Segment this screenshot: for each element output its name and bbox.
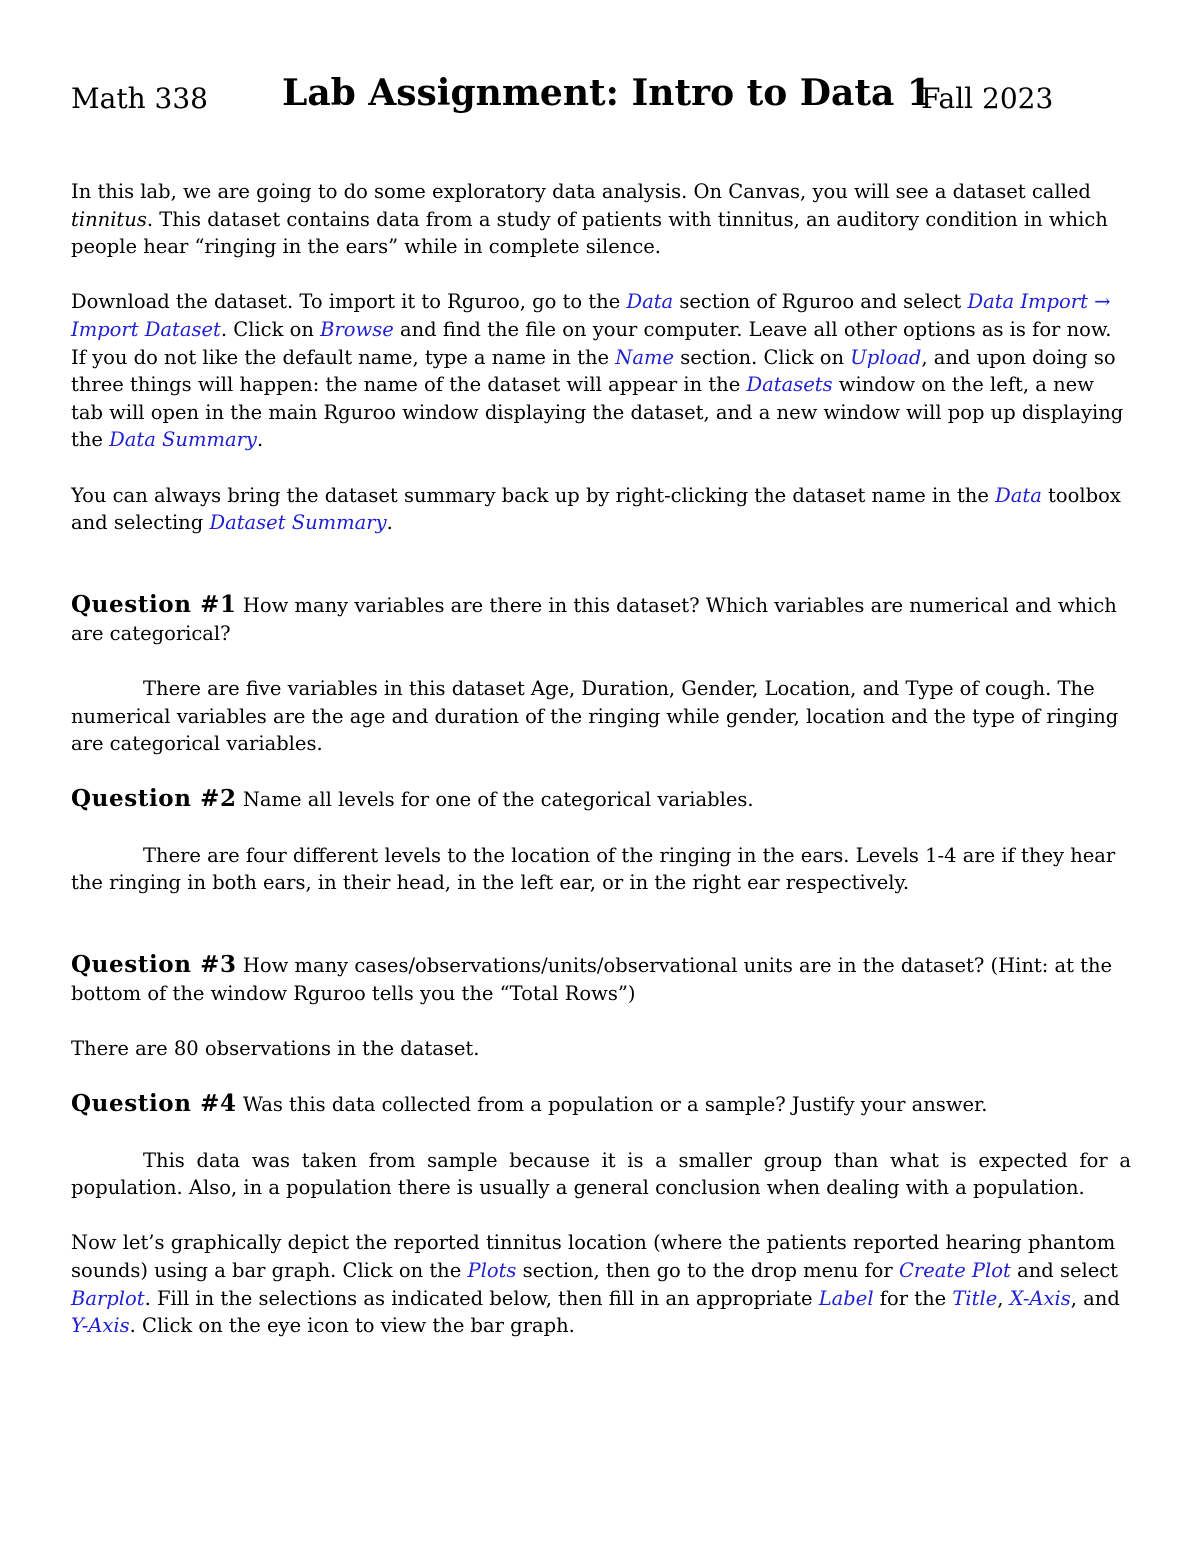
question-2: [71, 785, 1131, 814]
create-plot-ref: Create Plot: [898, 1258, 1011, 1282]
instruction-text: .: [256, 428, 264, 452]
label-ref: Label: [818, 1286, 874, 1310]
instruction-text: section, then go to the drop menu for: [516, 1258, 899, 1282]
spacer: [71, 564, 1131, 591]
question-label: Question #1: [71, 591, 237, 619]
question-text: Name all levels for one of the categorical variables.: [236, 788, 754, 812]
datasets-ref: Datasets: [746, 373, 833, 397]
data-section-ref: Data: [626, 290, 674, 314]
question-1: [71, 591, 1131, 647]
instruction-text: ,: [997, 1286, 1010, 1310]
instruction-text: , and upon doing so three things will happen: the name of the dataset will appear in the: [71, 345, 1116, 397]
question-label: Question #4: [71, 1090, 237, 1118]
intro-text: . This dataset contains data from a study of patients with tinnitus, an auditory condition in which people hear “ringing in the ears” while in complete silence.: [71, 207, 1108, 259]
question-text: Was this data collected from a population or a sample? Justify your answer.: [236, 1093, 988, 1117]
name-ref: Name: [615, 345, 675, 369]
browse-ref: Browse: [320, 317, 394, 341]
dataset-name: tinnitus: [71, 207, 147, 231]
instruction-text: and find the file on your computer. Leave all other options as is for now. If you do not like the default name, type a name in the: [71, 317, 1112, 369]
x-axis-ref: X-Axis: [1009, 1286, 1071, 1310]
answer-3: There are 80 observations in the dataset.: [71, 1037, 480, 1061]
instruction-text: for the: [873, 1286, 953, 1310]
instruction-text: . Click on the eye icon to view the bar graph.: [129, 1314, 575, 1338]
instruction-text: Download the dataset. To import it to Rguroo, go to the: [71, 290, 627, 314]
question-text: How many variables are there in this dataset? Which variables are numerical and which are categorical?: [71, 594, 1117, 645]
intro-text: In this lab, we are going to do some exploratory data analysis. On Canvas, you will see a dataset called: [71, 180, 1091, 203]
question-text: How many cases/observations/units/observational units are in the dataset? (Hint: at the bottom of the window Rguroo tells you the “Total Rows”): [71, 954, 1113, 1006]
answer-1: There are five variables in this dataset Age, Duration, Gender, Location, and Type of cough. The numerical variables are the age and duration of the ringing while gender, location and the type of ringing are categorical variables.: [71, 677, 1119, 756]
instruction-text: section. Click on: [674, 345, 851, 369]
instruction-text: , and: [1070, 1286, 1120, 1310]
document-header: [71, 72, 1131, 122]
barplot-ref: Barplot: [71, 1286, 145, 1310]
plots-ref: Plots: [467, 1258, 517, 1282]
closing-paragraph: [71, 1229, 1131, 1339]
data-summary-ref: Data Summary: [109, 428, 257, 452]
question-4: [71, 1090, 1131, 1119]
instruction-text: toolbox and selecting: [71, 483, 1121, 535]
document-body: [71, 178, 1131, 1367]
instruction-text: You can always bring the dataset summary back up by right-clicking the dataset name in the: [71, 483, 996, 507]
page-title: Lab Assignment: Intro to Data 1: [282, 72, 932, 114]
dataset-summary-ref: Dataset Summary: [209, 511, 387, 535]
term-label: Fall 2023: [921, 82, 1054, 115]
intro-paragraph-2: [71, 288, 1131, 454]
answer-2: There are four different levels to the location of the ringing in the ears. Levels 1-4 are if they hear the ringing in both ears, in their head, in the left ear, or in the right ear respectively.: [71, 843, 1116, 895]
instruction-text: Now let’s graphically depict the reported tinnitus location (where the patients reported hearing phantom sounds) using a bar graph. Click on the: [71, 1231, 1116, 1282]
instruction-text: . Click on: [220, 317, 321, 341]
question-3: [71, 951, 1131, 1007]
intro-paragraph-3: [71, 482, 1131, 537]
instruction-text: . Fill in the selections as indicated below, then fill in an appropriate: [144, 1286, 819, 1310]
data-import-ref: Data Import → Import Dataset: [71, 290, 1111, 341]
intro-paragraph-1: [71, 178, 1131, 261]
instruction-text: and select: [1010, 1258, 1119, 1282]
question-label: Question #3: [71, 951, 237, 979]
data-toolbox-ref: Data: [995, 483, 1042, 507]
course-name: Math 338: [71, 82, 208, 115]
title-ref: Title: [952, 1286, 998, 1310]
answer-4: This data was taken from sample because it is a smaller group than what is expected for a population. Also, in a population there is usually a general conclusion when dealing with a population.: [71, 1148, 1131, 1200]
y-axis-ref: Y-Axis: [71, 1314, 130, 1338]
instruction-text: window on the left, a new tab will open in the main Rguroo window displaying the dataset, and a new window will pop up displaying the: [71, 373, 1124, 452]
instruction-text: .: [386, 511, 393, 535]
upload-ref: Upload: [850, 345, 922, 369]
question-label: Question #2: [71, 785, 237, 813]
spacer: [71, 924, 1131, 951]
instruction-text: section of Rguroo and select: [673, 290, 968, 314]
